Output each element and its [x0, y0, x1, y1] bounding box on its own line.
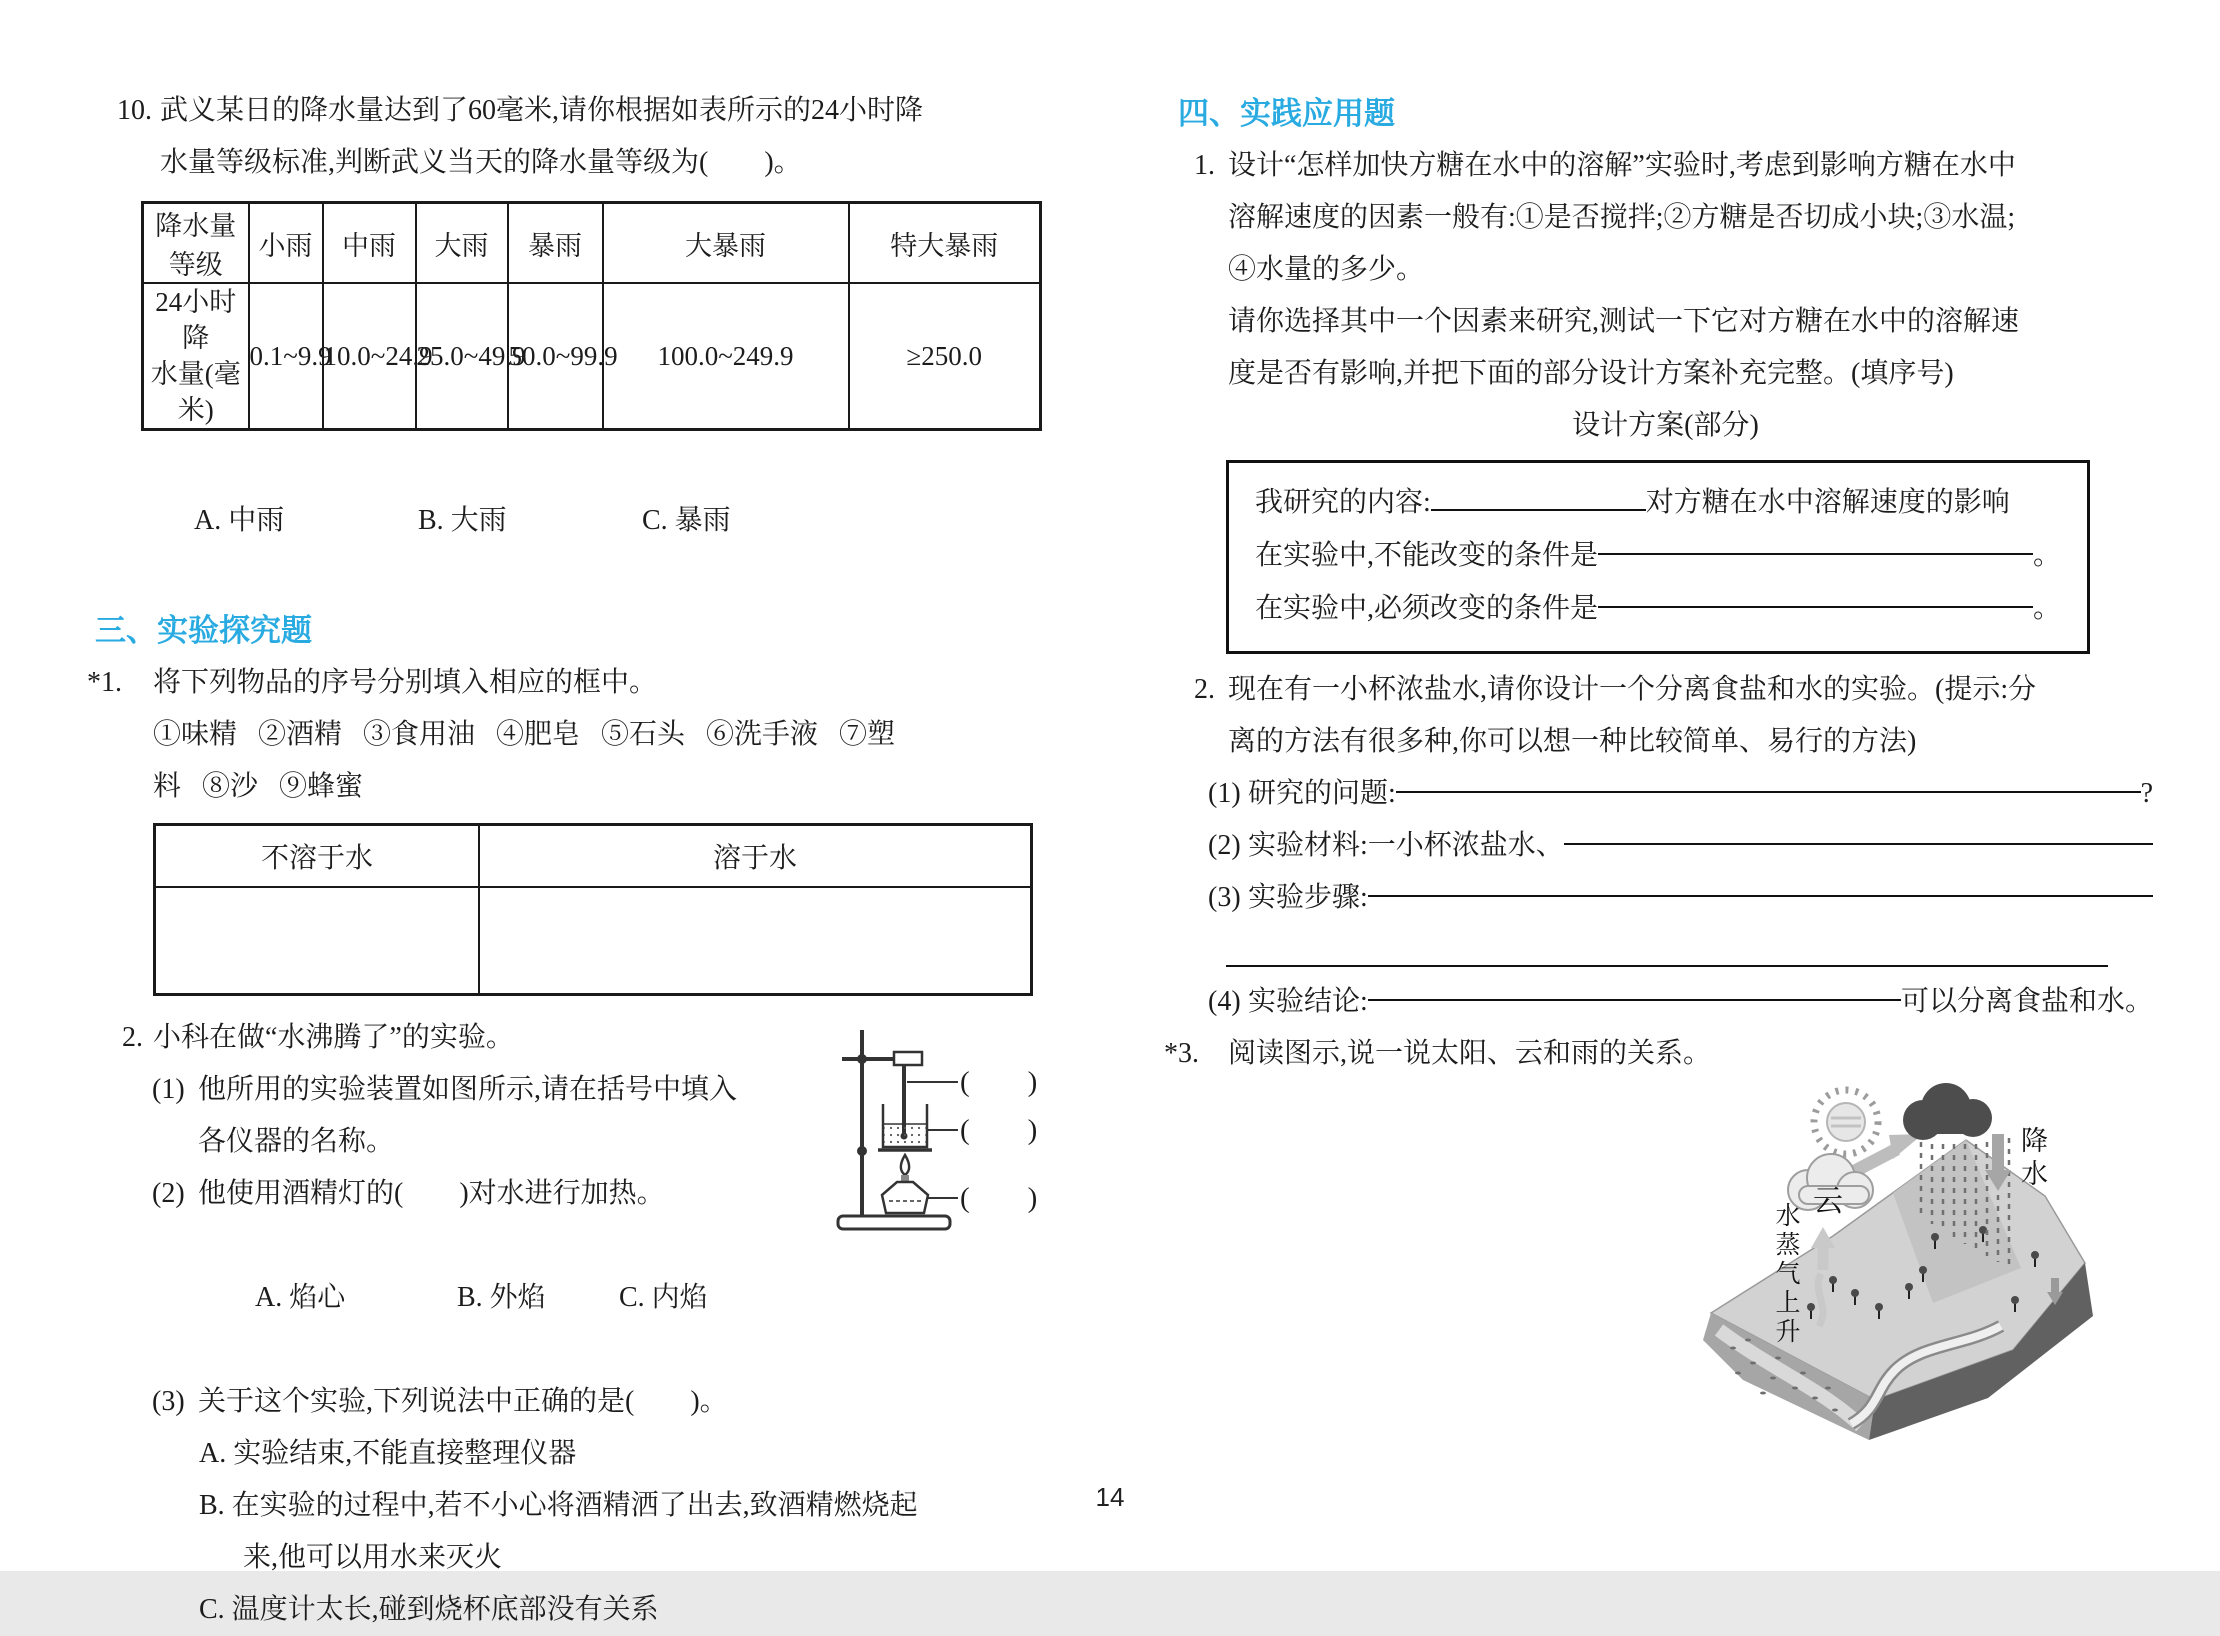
- label-bracket-thermometer: ( ): [960, 1066, 1038, 1098]
- question-r2-sub2: (2) 实验材料:一小杯浓盐水、: [1208, 830, 1564, 861]
- alcohol-lamp: [882, 1182, 928, 1213]
- question-10-options: [95, 443, 1055, 599]
- rainfall-header-cell: 大暴雨: [603, 203, 849, 284]
- option-b: B. 大雨: [418, 505, 507, 536]
- rainfall-value-cell: 0.1~9.9: [249, 283, 323, 430]
- soluble-header: 溶于水: [479, 825, 1032, 888]
- question-2-sub2: (2) 他使用酒精灯的( )对水进行加热。: [152, 1178, 665, 1209]
- sub3-option-b-line2: 来,他可以用水来灭火: [243, 1542, 503, 1573]
- option-b: B. 外焰: [457, 1282, 546, 1313]
- question-10-number: 10.: [117, 95, 152, 126]
- rainfall-header-cell: 小雨: [249, 203, 323, 284]
- soluble-answer-cell: [479, 887, 1032, 995]
- stand-base: [838, 1216, 950, 1229]
- section-4-heading: 四、实践应用题: [1178, 96, 1395, 131]
- clamp-knob: [857, 1054, 867, 1064]
- rainfall-value-cell: ≥250.0: [849, 283, 1041, 430]
- solubility-header-row: [155, 825, 1032, 888]
- solubility-answer-row: [155, 887, 1032, 995]
- insoluble-answer-cell: [155, 887, 479, 995]
- question-star-3: [1164, 1028, 2153, 1080]
- option-c: C. 暴雨: [642, 505, 731, 536]
- question-r2-sub4: (4) 实验结论: 可以分离食盐和水。: [1208, 986, 2153, 1017]
- plan-line-3: 在实验中,必须改变的条件是 。: [1255, 593, 2061, 624]
- rainfall-row-label: 24小时降 水量(毫米): [143, 283, 249, 430]
- question-r2-sub3-extra-line: [1226, 924, 2108, 976]
- solubility-table: [153, 823, 1033, 996]
- question-r1-number: 1.: [1194, 150, 1215, 181]
- right-column: [1164, 88, 2153, 1347]
- option-a: A. 焰心: [255, 1282, 346, 1313]
- precipitation-label: 降水: [2017, 1126, 2047, 1192]
- rain-cloud-icon: [1903, 1083, 1992, 1140]
- rainfall-header-cell: 中雨: [323, 203, 416, 284]
- question-10-line2: 水量等级标准,判断武义当天的降水量等级为( )。: [160, 147, 802, 178]
- question-star-1-number: *1.: [87, 667, 122, 698]
- question-r2-sub3: (3) 实验步骤:: [1208, 882, 1368, 913]
- option-c: C. 内焰: [619, 1282, 708, 1313]
- question-2: [95, 1012, 1055, 1636]
- rainfall-header-cell: 暴雨: [508, 203, 603, 284]
- question-r2-sub1: (1) 研究的问题: ?: [1208, 778, 2153, 809]
- question-2-sub2-options: [95, 1220, 1055, 1376]
- cloud-label: 云: [1813, 1185, 1843, 1218]
- answer-blank: [1226, 924, 2108, 976]
- question-2-number: 2.: [122, 1022, 143, 1053]
- vapor-rising-label: 水蒸气上升: [1772, 1202, 1799, 1347]
- question-2-sub1: (1) 他所用的实验装置如图所示,请在括号中填入 各仪器的名称。: [152, 1074, 738, 1157]
- water-cycle-illustration: [1683, 1078, 2123, 1478]
- question-2-sub3: (3) 关于这个实验,下列说法中正确的是( )。: [152, 1386, 728, 1417]
- page-number: 14: [1095, 1482, 1125, 1512]
- rainfall-table-value-row: [143, 283, 1041, 430]
- sun-icon: [1814, 1090, 1878, 1154]
- insoluble-header: 不溶于水: [155, 825, 479, 888]
- sub3-option-b-line1: B. 在实验的过程中,若不小心将酒精洒了出去,致酒精燃烧起: [199, 1490, 918, 1521]
- question-star-1-stem: 将下列物品的序号分别填入相应的框中。: [153, 667, 658, 698]
- plan-line-2: 在实验中,不能改变的条件是 。: [1255, 540, 2061, 571]
- plan-line-1: 我研究的内容: 对方糖在水中溶解速度的影响: [1255, 475, 2061, 529]
- answer-blank: [1431, 475, 1646, 511]
- question-star-1: [87, 657, 1055, 813]
- question-star-3-number: *3.: [1164, 1038, 1199, 1069]
- rainfall-header-cell: 特大暴雨: [849, 203, 1041, 284]
- question-2-stem: 小科在做“水沸腾了”的实验。: [153, 1022, 514, 1053]
- rainfall-table-header-row: [143, 203, 1041, 284]
- flame: [901, 1155, 909, 1175]
- question-r2: 2. 现在有一小杯浓盐水,请你设计一个分离食盐和水的实验。(提示:分 离的方法有很多种,你可以想一种比较简单、易行的方法): [1178, 664, 2153, 768]
- design-plan-box: [1226, 460, 2090, 654]
- rainfall-value-cell: 100.0~249.9: [603, 283, 849, 430]
- ring-knob: [857, 1146, 867, 1156]
- beaker-water: [885, 1124, 926, 1146]
- sub3-option-a: A. 实验结束,不能直接整理仪器: [199, 1438, 577, 1469]
- section-3-heading: 三、实验探究题: [95, 613, 312, 648]
- option-a: A. 中雨: [194, 505, 285, 536]
- clamp-holder: [894, 1052, 922, 1065]
- rainfall-value-cell: 10.0~24.9: [323, 283, 416, 430]
- question-r2-number: 2.: [1194, 674, 1215, 705]
- question-10: [95, 85, 1055, 189]
- question-star-3-stem: 阅读图示,说一说太阳、云和雨的关系。: [1228, 1038, 1712, 1069]
- apparatus-diagram: [812, 1014, 1067, 1239]
- question-r1: 1. 设计“怎样加快方糖在水中的溶解”实验时,考虑到影响方糖在水中 溶解速度的因素一般有:①是否搅拌;②方糖是否切成小块;③水温; ④水量的多少。 请你选择其中一个因素来研究,测试一下它对方糖在水中的溶解速 度是否有影响,并把下面的部分设计方案补充完整。(填序号): [1178, 140, 2153, 400]
- left-column: [87, 85, 1055, 1636]
- water-cycle-drawing: [1683, 1078, 2123, 1478]
- item-list-line1: ①味精 ②酒精 ③食用油 ④肥皂 ⑤石头 ⑥洗手液 ⑦塑: [153, 719, 896, 750]
- label-bracket-lamp: ( ): [960, 1182, 1038, 1214]
- label-bracket-beaker: ( ): [960, 1114, 1038, 1146]
- rainfall-header-cell: 大雨: [416, 203, 508, 284]
- design-plan-title: 设计方案(部分): [1572, 410, 1759, 441]
- item-list-line2: 料 ⑧沙 ⑨蜂蜜: [153, 771, 364, 802]
- condense-arrow: [1851, 1134, 1923, 1173]
- sub3-option-c: C. 温度计太长,碰到烧杯底部没有关系: [199, 1594, 659, 1625]
- rainfall-value-cell: 50.0~99.9: [508, 283, 603, 430]
- question-10-line1: 武义某日的降水量达到了60毫米,请你根据如表所示的24小时降: [160, 95, 924, 126]
- rainfall-corner-cell: 降水量等级: [143, 203, 249, 284]
- rainfall-value-cell: 25.0~49.9: [416, 283, 508, 430]
- rainfall-table: [141, 201, 1042, 431]
